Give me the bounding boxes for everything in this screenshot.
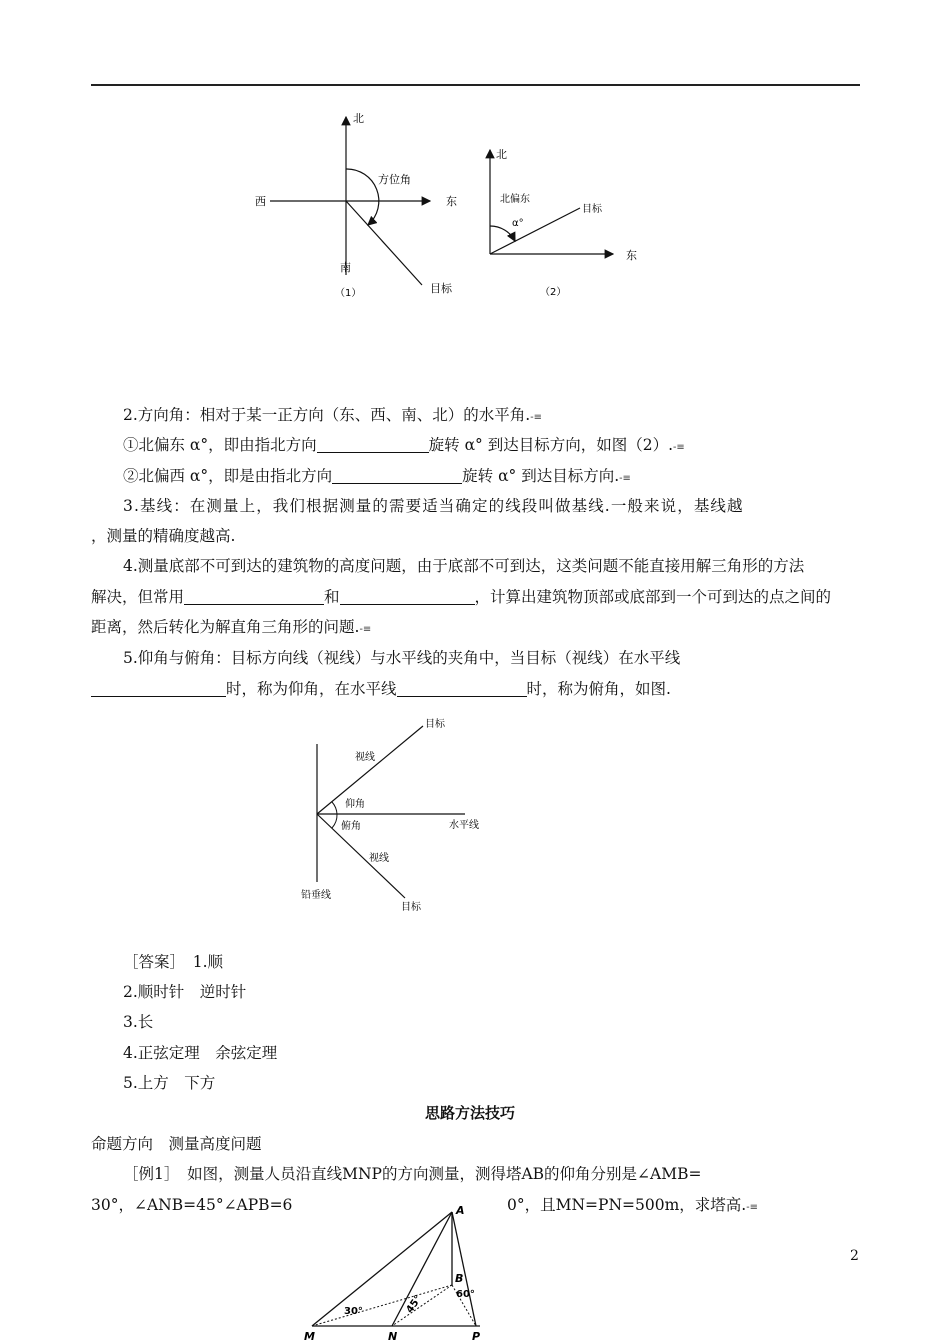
page-number: 2 (850, 1248, 859, 1264)
item-2b: ②北偏西 α°，即是由指北方向 旋转 α° 到达目标方向.-≡ (123, 467, 631, 485)
azimuth-arc (346, 169, 379, 225)
figure-elevation-depression (295, 712, 505, 917)
label-north-2: 北 (496, 148, 507, 161)
item-5-line1: 5.仰角与俯角：目标方向线（视线）与水平线的夹角中，当目标（视线）在水平线 (123, 649, 681, 667)
label-m: M (304, 1330, 315, 1343)
caption-2: （2） (540, 287, 567, 298)
label-east: 东 (446, 195, 457, 208)
label-n: N (388, 1330, 398, 1343)
blank-5b (397, 680, 527, 697)
example-line2b: 0°，且MN=PN=500m，求塔高.-≡ (507, 1196, 758, 1214)
line-ap (452, 1212, 476, 1326)
header-rule (91, 84, 860, 86)
figure-tower (300, 1200, 500, 1344)
answer-5: 5.上方 下方 (123, 1074, 216, 1092)
label-a: A (456, 1204, 465, 1217)
label-north-east: 北偏东 (500, 194, 530, 205)
label-east-2: 东 (626, 249, 637, 262)
item-3-line2: ，测量的精确度越高. (91, 527, 236, 545)
sight-line-down (317, 814, 405, 898)
figure-azimuth (250, 105, 465, 305)
line-bm (312, 1285, 452, 1326)
item-3-line1: 3.基线：在测量上，我们根据测量的需要适当确定的线段叫做基线.一般来说，基线越 (123, 497, 744, 515)
depression-arc (332, 814, 337, 828)
label-depression: 俯角 (341, 821, 361, 832)
answer-1: ［答案］ 1.顺 (123, 953, 224, 971)
section-direction: 命题方向 测量高度问题 (91, 1135, 262, 1153)
label-p: P (472, 1330, 481, 1343)
label-elevation: 仰角 (345, 799, 365, 810)
label-target-top: 目标 (425, 719, 445, 730)
label-angle-45: 45° (404, 1293, 425, 1316)
blank-5a (91, 680, 226, 697)
caption-1: （1） (335, 288, 362, 299)
label-horizontal: 水平线 (449, 820, 479, 831)
elevation-arc (332, 802, 337, 814)
label-target: 目标 (430, 282, 452, 295)
label-azimuth: 方位角 (378, 173, 411, 186)
item-4-line3: 距离，然后转化为解直角三角形的问题.-≡ (91, 618, 372, 636)
target-line-2 (490, 208, 580, 254)
figure-direction-angle (478, 142, 648, 302)
item-2a: ①北偏东 α°，即由指北方向 旋转 α° 到达目标方向，如图（2）.-≡ (123, 436, 685, 454)
answer-2: 2.顺时针 逆时针 (123, 983, 247, 1001)
target-line (346, 201, 422, 285)
label-target-2: 目标 (582, 204, 602, 215)
item-4-line1: 4.测量底部不可到达的建筑物的高度问题，由于底部不可到达，这类问题不能直接用解三角形的方法 (123, 557, 805, 575)
label-target-bottom: 目标 (401, 902, 421, 913)
label-alpha: α° (512, 218, 524, 229)
blank-2a (317, 436, 429, 453)
label-angle-30: 30° (344, 1306, 363, 1317)
sight-line-up (317, 726, 423, 814)
label-north: 北 (353, 112, 364, 125)
item-2-intro: 2.方向角：相对于某一正方向（东、西、南、北）的水平角.-≡ (123, 406, 542, 424)
line-am (312, 1212, 452, 1326)
item-5-line2: 时，称为仰角，在水平线 时，称为俯角，如图. (91, 677, 671, 699)
item-4-line2: 解决，但常用 和 ，计算出建筑物顶部或底部到一个可到达的点之间的 (91, 588, 832, 606)
label-angle-60: 60° (456, 1289, 475, 1300)
label-south: 南 (340, 261, 351, 274)
label-plumb: 铅垂线 (301, 890, 331, 901)
label-sight-bottom: 视线 (369, 853, 389, 864)
label-sight-top: 视线 (355, 752, 375, 763)
label-b: B (455, 1272, 464, 1285)
answer-3: 3.长 (123, 1013, 154, 1031)
answer-4: 4.正弦定理 余弦定理 (123, 1044, 278, 1062)
label-west: 西 (255, 195, 266, 208)
blank-2b (332, 467, 462, 484)
blank-4b (340, 588, 475, 605)
section-title: 思路方法技巧 (425, 1104, 516, 1122)
example-line2a: 30°，∠ANB=45°∠APB=6 (91, 1196, 293, 1214)
line-an (392, 1212, 452, 1326)
example-line1: ［例1］ 如图，测量人员沿直线MNP的方向测量，测得塔AB的仰角分别是∠AMB= (123, 1165, 702, 1183)
blank-4a (184, 588, 324, 605)
line-bn (392, 1285, 452, 1326)
